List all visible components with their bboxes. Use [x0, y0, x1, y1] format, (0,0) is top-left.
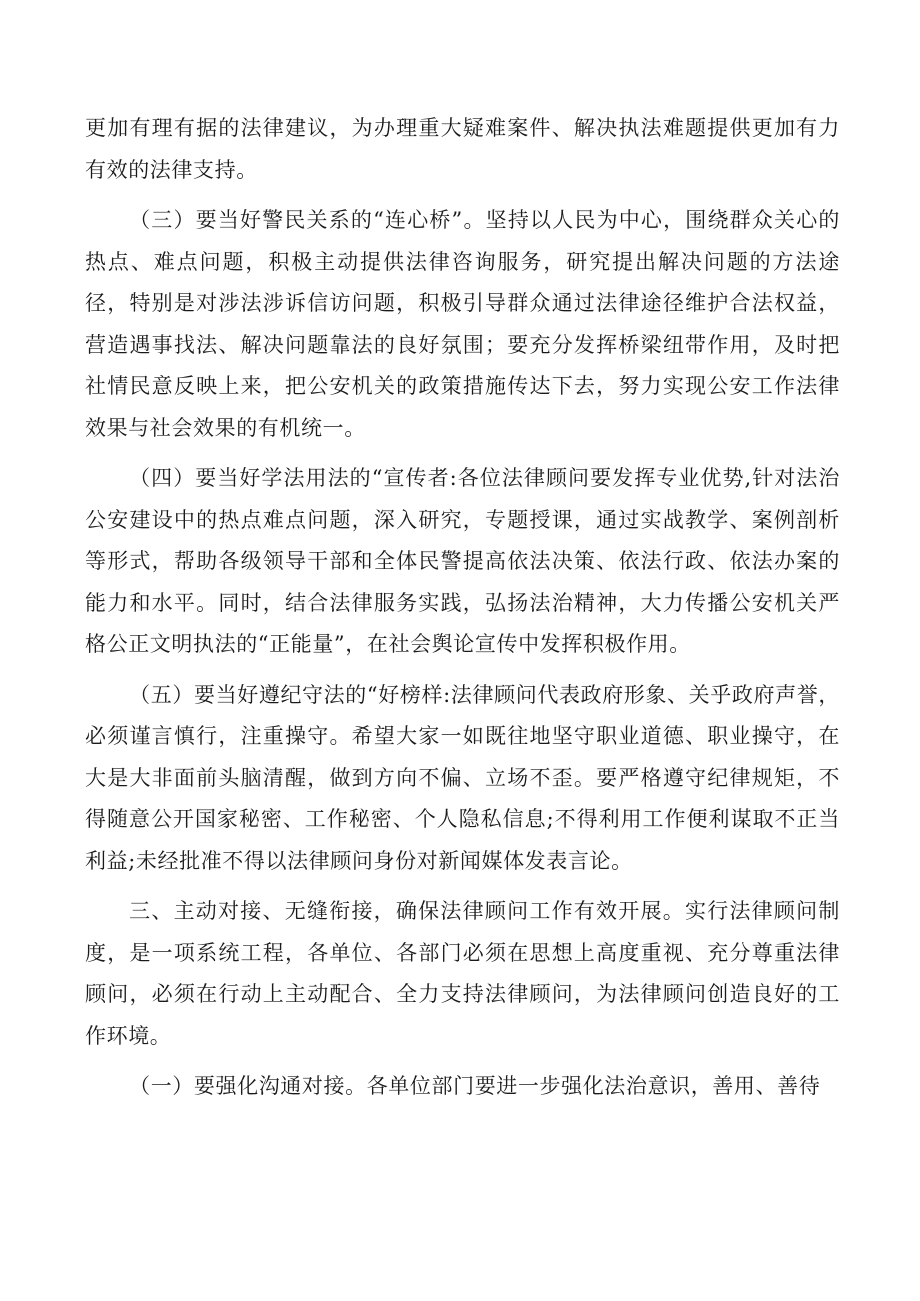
- paragraph-section-5: （五）要当好遵纪守法的“好榜样:法律顾问代表政府形象、关乎政府声誉，必须谨言慎行，注重操守。希望大家一如既往地坚守职业道德、职业操守，在大是大非面前头脑清醒，做到方向不偏、立场不歪。要严格遵守纪律规矩，不得随意公开国家秘密、工作秘密、个人隐私信息;不得利用工作便利谋取不正当利益;未经批准不得以法律顾问身份对新闻媒体发表言论。: [85, 682, 840, 873]
- paragraph-section-4: （四）要当好学法用法的“宣传者:各位法律顾问要发挥专业优势,针对法治公安建设中的热点难点问题，深入研究，专题授课，通过实战教学、案例剖析等形式，帮助各级领导干部和全体民警提高依法决策、依法行政、依法办案的能力和水平。同时，结合法律服务实践，弘扬法治精神，大力传播公安机关严格公正文明执法的“正能量”，在社会舆论宣传中发挥积极作用。: [85, 466, 840, 656]
- document-body: [85, 108, 840, 1117]
- paragraph-subsection-1: （一）要强化沟通对接。各单位部门要进一步强化法治意识，善用、善待: [129, 1074, 821, 1098]
- paragraph-continuation: 更加有理有据的法律建议，为办理重大疑难案件、解决执法难题提供更加有力有效的法律支持。: [85, 116, 840, 182]
- paragraph-section-3: （三）要当好警民关系的“连心桥”。坚持以人民为中心，围绕群众关心的热点、难点问题，积极主动提供法律咨询服务，研究提出解决问题的方法途径，特别是对涉法涉诉信访问题，积极引导群众通过法律途径维护合法权益，营造遇事找法、解决问题靠法的良好氛围；要充分发挥桥梁纽带作用，及时把社情民意反映上来，把公安机关的政策措施传达下去，努力实现公安工作法律效果与社会效果的有机统一。: [85, 208, 840, 440]
- paragraph-heading-three: 三、主动对接、无缝衔接，确保法律顾问工作有效开展。实行法律顾问制度，是一项系统工程，各单位、各部门必须在思想上高度重视、充分尊重法律顾问，必须在行动上主动配合、全力支持法律顾问，为法律顾问创造良好的工作环境。: [85, 899, 840, 1048]
